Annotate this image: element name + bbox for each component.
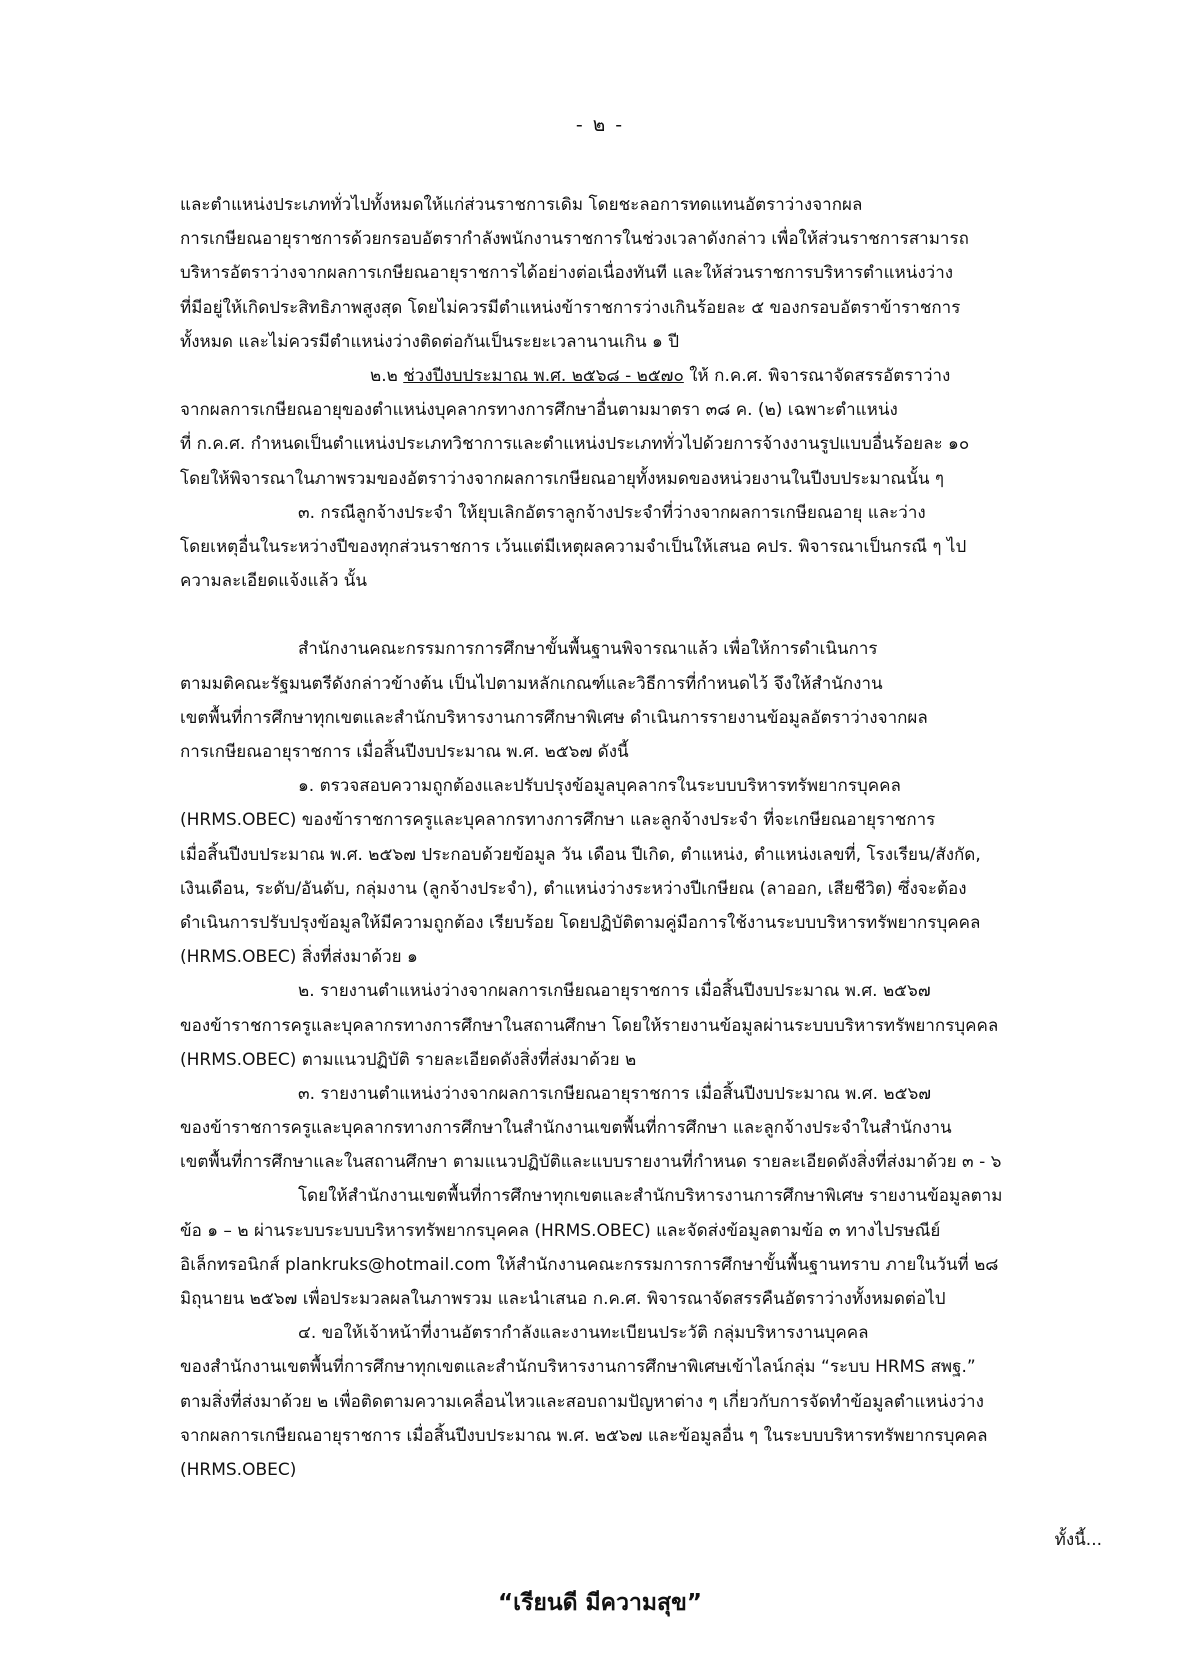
obec-paragraph-start: สำนักงานคณะกรรมการการศึกษาขั้นพื้นฐานพิจารณาแล้ว เพื่อให้การดำเนินการ — [298, 639, 878, 660]
text-line: (HRMS.OBEC) สิ่งที่ส่งมาด้วย ๑ — [180, 947, 418, 968]
section-number: ๒.๒ — [370, 365, 398, 386]
text-line: เขตพื้นที่การศึกษาและในสถานศึกษา ตามแนวปฏิบัติและแบบรายงานที่กำหนด รายละเอียดดังสิ่งที่ส่งมาด้วย ๓ - ๖ — [180, 1152, 1002, 1173]
section-3-heading: ๓. กรณีลูกจ้างประจำ ให้ยุบเลิกอัตราลูกจ้างประจำที่ว่างจากผลการเกษียณอายุ และว่าง — [298, 502, 926, 523]
motto-footer: “เรียนดี มีความสุข” — [498, 1590, 702, 1616]
text-line: ของสำนักงานเขตพื้นที่การศึกษาทุกเขตและสำนักบริหารงานการศึกษาพิเศษเข้าไลน์กลุ่ม “ระบบ HRMS สพฐ.” — [180, 1357, 976, 1378]
text-line: การเกษียณอายุราชการ เมื่อสิ้นปีงบประมาณ พ.ศ. ๒๕๖๗ ดังนี้ — [180, 742, 629, 762]
item-1-heading: ๑. ตรวจสอบความถูกต้องและปรับปรุงข้อมูลบุคลากรในระบบบริหารทรัพยากรบุคคล — [298, 776, 901, 797]
section-text: ให้ ก.ค.ศ. พิจารณาจัดสรรอัตราว่าง — [689, 365, 951, 386]
text-line: เขตพื้นที่การศึกษาทุกเขตและสำนักบริหารงานการศึกษาพิเศษ ดำเนินการรายงานข้อมูลอัตราว่างจากผล — [180, 707, 928, 728]
text-line: และตำแหน่งประเภททั่วไปทั้งหมดให้แก่ส่วนราชการเดิม โดยชะลอการทดแทนอัตราว่างจากผล — [180, 195, 863, 215]
text-line: บริหารอัตราว่างจากผลการเกษียณอายุราชการได้อย่างต่อเนื่องทันที และให้ส่วนราชการบริหารตำแหน่งว่าง — [180, 263, 954, 284]
text-line: ข้อ ๑ – ๒ ผ่านระบบระบบบริหารทรัพยากรบุคคล (HRMS.OBEC) และจัดส่งข้อมูลตามข้อ ๓ ทางไปรษณีย์ — [180, 1220, 941, 1241]
text-line: ตามสิ่งที่ส่งมาด้วย ๒ เพื่อติดตามความเคลื่อนไหวและสอบถามปัญหาต่าง ๆ เกี่ยวกับการจัดทำข้อมูลตำแหน่งว่าง — [180, 1391, 984, 1412]
budget-period-underlined: ช่วงปีงบประมาณ พ.ศ. ๒๕๖๘ - ๒๕๗๐ — [403, 365, 684, 386]
text-line: ของข้าราชการครูและบุคลากรทางการศึกษาในสถานศึกษา โดยให้รายงานข้อมูลผ่านระบบบริหารทรัพยากรบุคคล — [180, 1015, 999, 1036]
text-line: เมื่อสิ้นปีงบประมาณ พ.ศ. ๒๕๖๗ ประกอบด้วยข้อมูล วัน เดือน ปีเกิด, ตำแหน่ง, ตำแหน่งเลขที่, โรงเรียน/สังกัด, — [180, 844, 981, 865]
item-4-heading: ๔. ขอให้เจ้าหน้าที่งานอัตรากำลังและงานทะเบียนประวัติ กลุ่มบริหารงานบุคคล — [298, 1323, 869, 1344]
text-line: โดยเหตุอื่นในระหว่างปีของทุกส่วนราชการ เว้นแต่มีเหตุผลความจำเป็นให้เสนอ คปร. พิจารณาเป็นกรณี ๆ ไป — [180, 536, 967, 557]
text-line: ตามมติคณะรัฐมนตรีดังกล่าวข้างต้น เป็นไปตามหลักเกณฑ์และวิธีการที่กำหนดไว้ จึงให้สำนักงาน — [180, 673, 883, 694]
item-2-heading: ๒. รายงานตำแหน่งว่างจากผลการเกษียณอายุราชการ เมื่อสิ้นปีงบประมาณ พ.ศ. ๒๕๖๗ — [298, 981, 931, 1002]
text-line: โดยให้พิจารณาในภาพรวมของอัตราว่างจากผลการเกษียณอายุทั้งหมดของหน่วยงานในปีงบประมาณนั้น ๆ — [180, 468, 944, 489]
text-line: จากผลการเกษียณอายุของตำแหน่งบุคลากรทางการศึกษาอื่นตามมาตรา ๓๘ ค. (๒) เฉพาะตำแหน่ง — [180, 400, 898, 421]
text-line: มิถุนายน ๒๕๖๗ เพื่อประมวลผลในภาพรวม และนำเสนอ ก.ค.ศ. พิจารณาจัดสรรคืนอัตราว่างทั้งหมดต่อไป — [180, 1289, 946, 1309]
text-line: ที่ ก.ค.ศ. กำหนดเป็นตำแหน่งประเภทวิชาการและตำแหน่งประเภททั่วไปด้วยการจ้างงานรูปแบบอื่นร้อยละ ๑๐ — [180, 434, 970, 455]
text-line: ทั้งหมด และไม่ควรมีตำแหน่งว่างติดต่อกันเป็นระยะเวลานานเกิน ๑ ปี — [180, 331, 679, 352]
section-2-2-heading — [180, 359, 1115, 393]
letter-body — [180, 188, 1115, 1487]
paragraph-gap — [180, 598, 1115, 632]
text-line: (HRMS.OBEC) — [180, 1459, 297, 1480]
text-line: เงินเดือน, ระดับ/อันดับ, กลุ่มงาน (ลูกจ้างประจำ), ตำแหน่งว่างระหว่างปีเกษียณ (ลาออก, เสียชีวิต) ซึ่งจะต้อง — [180, 878, 967, 899]
text-line: การเกษียณอายุราชการด้วยกรอบอัตรากำลังพนักงานราชการในช่วงเวลาดังกล่าว เพื่อให้ส่วนราชการสามารถ — [180, 229, 969, 250]
text-line: อิเล็กทรอนิกส์ plankruks@hotmail.com ให้สำนักงานคณะกรรมการการศึกษาขั้นพื้นฐานทราบ ภายในวันที่ ๒๘ — [180, 1254, 999, 1275]
text-line: ดำเนินการปรับปรุงข้อมูลให้มีความถูกต้อง เรียบร้อย โดยปฏิบัติตามคู่มือการใช้งานระบบบริหารทรัพยากรบุคคล — [180, 912, 981, 933]
text-line: (HRMS.OBEC) ของข้าราชการครูและบุคลากรทางการศึกษา และลูกจ้างประจำ ที่จะเกษียณอายุราชการ — [180, 810, 936, 831]
text-line: ของข้าราชการครูและบุคลากรทางการศึกษาในสำนักงานเขตพื้นที่การศึกษา และลูกจ้างประจำในสำนักงาน — [180, 1118, 952, 1139]
page-number: - ๒ - — [575, 114, 625, 136]
text-line: ความละเอียดแจ้งแล้ว นั้น — [180, 571, 368, 592]
text-line: (HRMS.OBEC) ตามแนวปฏิบัติ รายละเอียดดังสิ่งที่ส่งมาด้วย ๒ — [180, 1049, 637, 1070]
continuation-word: ทั้งนี้... — [1054, 1530, 1102, 1550]
text-line: จากผลการเกษียณอายุราชการ เมื่อสิ้นปีงบประมาณ พ.ศ. ๒๕๖๗ และข้อมูลอื่น ๆ ในระบบบริหารทรัพยากรบุคคล — [180, 1425, 988, 1446]
instruction-paragraph-start: โดยให้สำนักงานเขตพื้นที่การศึกษาทุกเขตและสำนักบริหารงานการศึกษาพิเศษ รายงานข้อมูลตาม — [298, 1186, 1003, 1207]
item-3-heading: ๓. รายงานตำแหน่งว่างจากผลการเกษียณอายุราชการ เมื่อสิ้นปีงบประมาณ พ.ศ. ๒๕๖๗ — [298, 1083, 932, 1104]
text-line: ที่มีอยู่ให้เกิดประสิทธิภาพสูงสุด โดยไม่ควรมีตำแหน่งข้าราชการว่างเกินร้อยละ ๕ ของกรอบอัตราข้าราชการ — [180, 297, 961, 318]
